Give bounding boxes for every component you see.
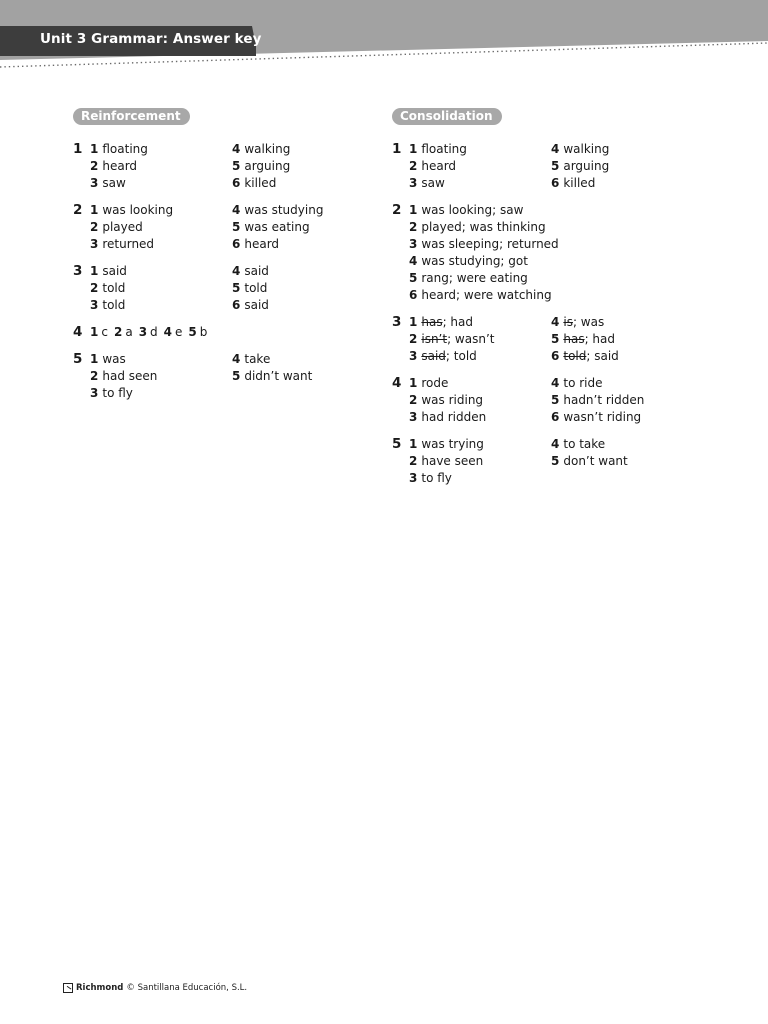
item-number: 5 [232,281,241,295]
item-answer: ; was [572,315,605,329]
item-answer: a [125,325,133,339]
exercise-number: 1 [73,141,83,157]
item-number: 2 [90,369,99,383]
item-number: 2 [409,332,418,346]
exercise [73,351,372,402]
item-number: 1 [90,264,99,278]
item-answer: rode [421,376,449,390]
item-answer: had ridden [421,410,487,424]
item-number: 2 [90,281,99,295]
answer-item [409,202,691,219]
item-answer: ; had [442,315,474,329]
item-answer: was eating [244,220,310,234]
item-answer: was looking [102,203,174,217]
item-number: 5 [551,454,560,468]
item-answer: take [244,352,271,366]
footer [63,983,247,993]
exercise [392,375,691,426]
item-number: 3 [409,349,418,363]
item-answer: killed [244,176,277,190]
answer-item [409,375,551,392]
answer-item [409,470,551,487]
item-answer: said [102,264,127,278]
answer-item [551,436,691,453]
item-answer: had seen [102,369,158,383]
item-number: 6 [551,349,560,363]
exercise-number: 1 [392,141,402,157]
answer-item [232,351,372,368]
item-answer: to fly [421,471,452,485]
exercise [73,141,372,192]
answer-item [409,270,691,287]
item-number: 4 [551,437,560,451]
consolidation-column [392,105,691,497]
item-answer: to fly [102,386,133,400]
item-number: 4 [551,376,560,390]
item-answer: have seen [421,454,484,468]
answer-item [232,158,372,175]
item-number: 5 [232,369,241,383]
answer-item [90,385,232,402]
item-answer: didn’t want [244,369,313,383]
item-number: 3 [138,325,148,339]
answer-item [90,368,232,385]
exercise-number: 5 [73,351,83,367]
item-number: 1 [90,203,99,217]
answer-item [409,453,551,470]
answer-item [232,202,372,219]
answer-item [90,219,232,236]
item-number: 4 [232,352,241,366]
answer-item [551,392,691,409]
answer-item [90,141,232,158]
reinforcement-label: Reinforcement [73,108,190,125]
answer-item [232,141,372,158]
answer-item [90,158,232,175]
answer-item [90,175,232,192]
item-answer: ; had [584,332,616,346]
exercise [392,141,691,192]
answer-item [551,175,691,192]
item-number: 2 [409,454,418,468]
item-answer: was studying; got [421,254,528,268]
answer-item [551,453,691,470]
crossed-out-word: told [563,349,587,363]
item-number: 5 [551,159,560,173]
item-number: 6 [551,410,560,424]
answer-item [232,368,372,385]
item-answer: heard; were watching [421,288,552,302]
answer-item [409,287,691,304]
item-answer: was studying [244,203,324,217]
reinforcement-column [73,105,372,412]
answer-list [409,375,691,426]
exercise [392,202,691,304]
item-number: 1 [409,437,418,451]
item-answer: rang; were eating [421,271,528,285]
item-number: 6 [551,176,560,190]
answer-item [90,351,232,368]
answer-item [90,202,232,219]
item-answer: played [102,220,143,234]
answer-item [409,219,691,236]
item-answer: hadn’t ridden [563,393,645,407]
exercise-number: 4 [392,375,402,391]
item-answer: e [175,325,183,339]
item-number: 2 [409,159,418,173]
item-number: 6 [409,288,418,302]
answer-item [409,158,551,175]
item-number: 6 [232,237,241,251]
answer-item [551,331,691,348]
answer-list [409,436,691,487]
answer-item [90,263,232,280]
answer-list [409,314,691,365]
item-number: 4 [551,142,560,156]
consolidation-label: Consolidation [392,108,502,125]
answer-item [551,409,691,426]
exercise-number: 2 [392,202,402,218]
item-answer: returned [102,237,155,251]
item-number: 3 [90,176,99,190]
item-number: 2 [90,220,99,234]
exercise-number: 3 [73,263,83,279]
answer-item [409,409,551,426]
answer-item [551,141,691,158]
item-answer: don’t want [563,454,628,468]
item-answer: heard [244,237,280,251]
item-number: 5 [409,271,418,285]
item-number: 4 [232,264,241,278]
item-number: 5 [551,332,560,346]
answer-list [90,351,372,402]
item-answer: killed [563,176,596,190]
answer-item [551,314,691,331]
answer-item [409,314,551,331]
item-number: 3 [90,298,99,312]
item-answer: arguing [244,159,291,173]
answer-item [409,236,691,253]
crossed-out-word: is [563,315,573,329]
item-answer: was sleeping; returned [421,237,559,251]
item-number: 5 [188,325,197,339]
item-answer: was riding [421,393,484,407]
item-number: 4 [163,325,173,339]
item-answer: walking [244,142,291,156]
item-number: 4 [232,142,241,156]
footer-brand: Richmond [76,983,124,993]
item-answer: saw [421,176,445,190]
item-answer: wasn’t riding [563,410,642,424]
item-answer: b [199,325,208,339]
item-answer: heard [102,159,138,173]
exercise-number: 4 [73,324,83,340]
footer-copyright: © Santillana Educación, S.L. [126,983,248,993]
item-number: 2 [113,325,123,339]
exercise [73,202,372,253]
answer-item [409,141,551,158]
exercise [73,324,372,341]
answer-item [409,253,691,270]
page-title: Unit 3 Grammar: Answer key [40,31,262,47]
answer-item [409,331,551,348]
item-answer: heard [421,159,457,173]
item-answer: was looking; saw [421,203,524,217]
item-number: 2 [409,393,418,407]
item-answer: was trying [421,437,484,451]
answer-list [90,324,372,341]
answer-item [232,263,372,280]
answer-list [90,263,372,314]
answer-item [232,297,372,314]
exercise [73,263,372,314]
answer-list [409,202,691,304]
item-number: 4 [409,254,418,268]
item-number: 3 [409,410,418,424]
exercise-number: 5 [392,436,402,452]
item-answer: d [150,325,158,339]
answer-item [232,175,372,192]
item-number: 1 [90,142,99,156]
answer-item [232,280,372,297]
item-answer: told [244,281,268,295]
answer-item [232,236,372,253]
item-number: 1 [409,142,418,156]
exercise [392,314,691,365]
exercise [392,436,691,487]
answer-list [409,141,691,192]
crossed-out-word: said [421,349,446,363]
item-number: 3 [90,386,99,400]
item-answer: floating [421,142,467,156]
item-number: 2 [90,159,99,173]
item-number: 5 [551,393,560,407]
answer-item [551,375,691,392]
item-number: 1 [409,376,418,390]
item-number: 6 [232,176,241,190]
item-number: 3 [409,176,418,190]
item-answer: floating [102,142,148,156]
item-number: 6 [232,298,241,312]
item-answer: walking [563,142,610,156]
item-answer: ; said [586,349,619,363]
answer-item [409,348,551,365]
answer-item [90,280,232,297]
item-number: 3 [409,237,418,251]
item-answer: said [244,298,269,312]
item-answer: arguing [563,159,610,173]
answer-item [551,348,691,365]
item-number: 1 [90,352,99,366]
item-number: 1 [409,315,418,329]
item-answer: to ride [563,376,603,390]
answer-list [90,141,372,192]
crossed-out-word: has [563,332,585,346]
item-number: 4 [551,315,560,329]
answer-list [90,202,372,253]
item-answer: c [101,325,108,339]
answer-item [90,297,232,314]
item-answer: ; wasn’t [447,332,495,346]
item-answer: ; told [445,349,477,363]
item-number: 4 [232,203,241,217]
item-number: 2 [409,220,418,234]
item-number: 5 [232,159,241,173]
item-answer: said [244,264,269,278]
crossed-out-word: isn’t [421,332,448,346]
item-number: 3 [409,471,418,485]
item-number: 5 [232,220,241,234]
item-number: 3 [90,237,99,251]
item-answer: told [102,298,126,312]
answer-item [551,158,691,175]
exercise-number: 2 [73,202,83,218]
item-answer: played; was thinking [421,220,546,234]
crossed-out-word: has [421,315,443,329]
item-number: 1 [90,325,99,339]
item-answer: to take [563,437,606,451]
answer-item [409,175,551,192]
item-answer: told [102,281,126,295]
exercise-number: 3 [392,314,402,330]
richmond-logo-icon [63,983,73,993]
answer-item [409,392,551,409]
item-answer: was [102,352,126,366]
item-answer: saw [102,176,126,190]
answer-item [409,436,551,453]
answer-item [90,236,232,253]
answer-item [232,219,372,236]
item-number: 1 [409,203,418,217]
